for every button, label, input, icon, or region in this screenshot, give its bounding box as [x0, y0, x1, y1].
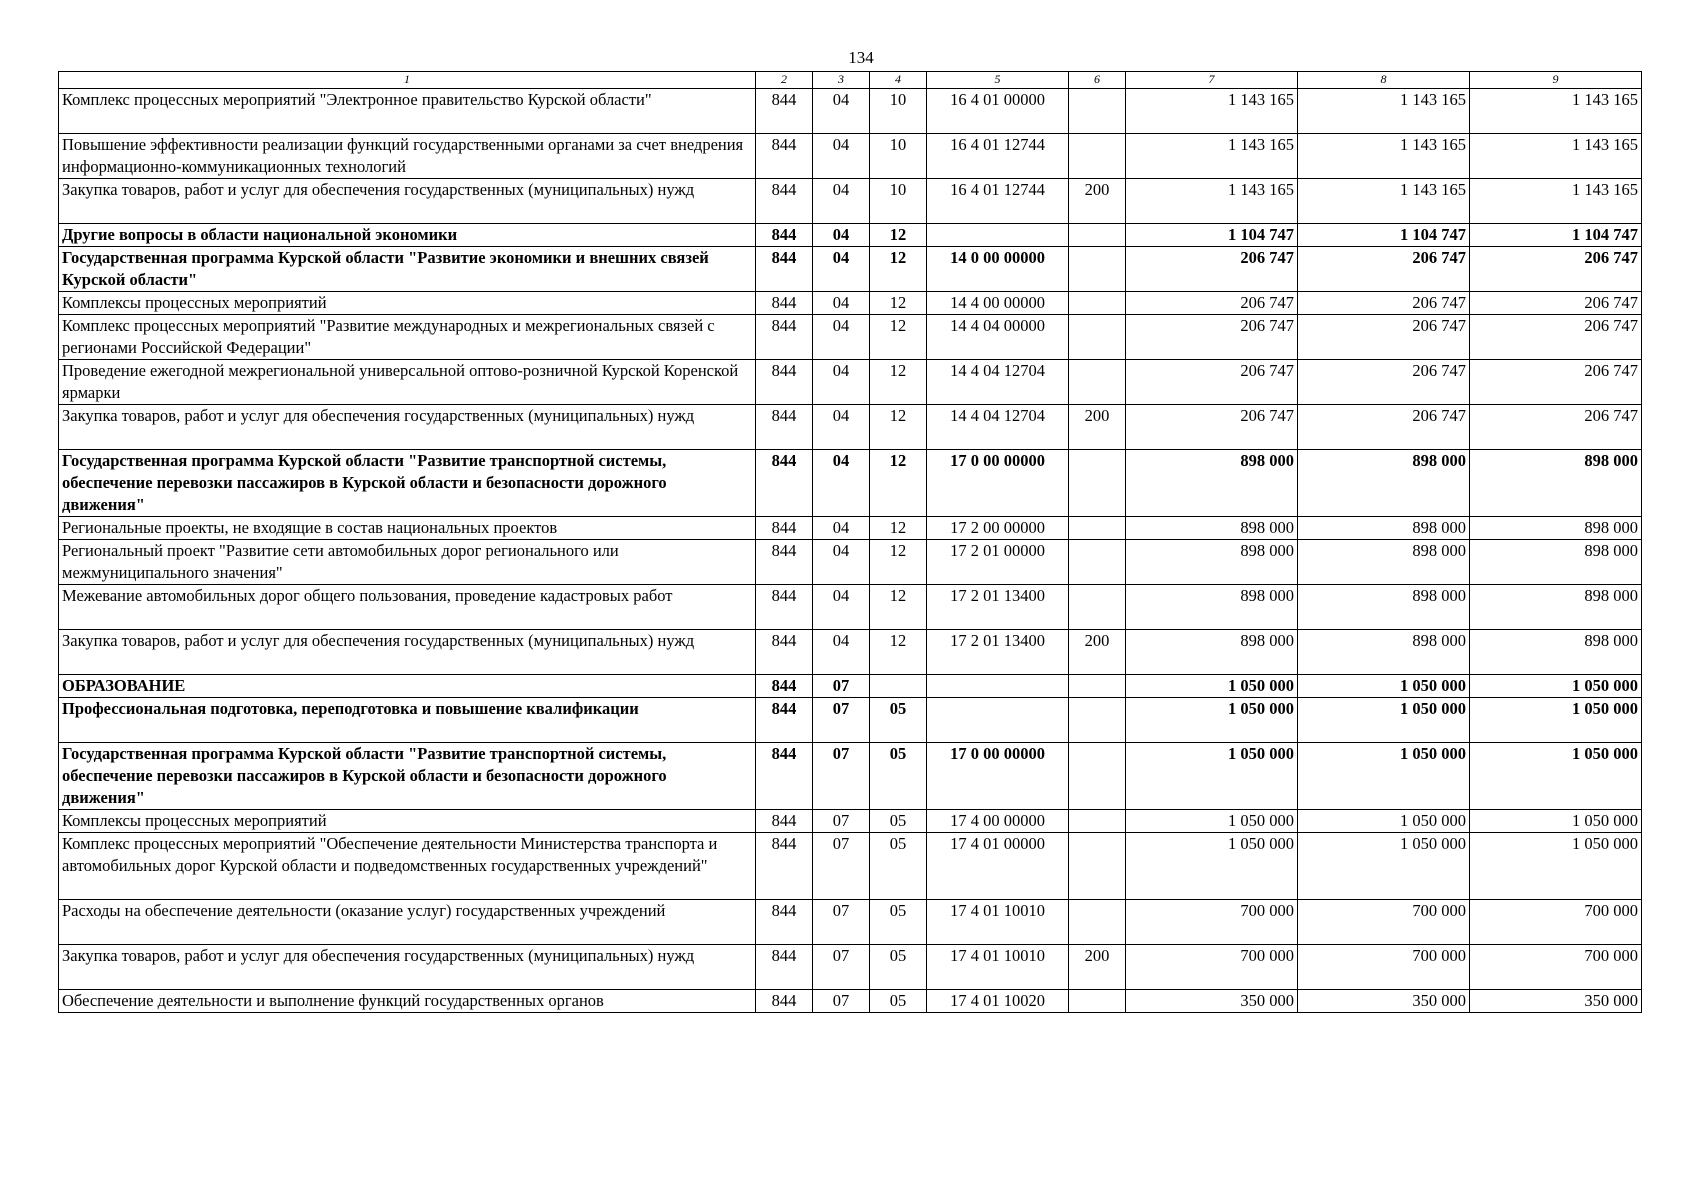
section-code: 04	[813, 134, 870, 179]
subsection-code: 12	[870, 540, 927, 585]
column-header: 2	[756, 72, 813, 89]
section-code: 04	[813, 585, 870, 630]
subsection-code: 05	[870, 833, 927, 900]
item-name: Комплексы процессных мероприятий	[59, 292, 756, 315]
column-header: 9	[1470, 72, 1642, 89]
amount-col-9: 1 050 000	[1470, 833, 1642, 900]
amount-col-9: 898 000	[1470, 450, 1642, 517]
item-name: Проведение ежегодной межрегиональной универсальной оптово-розничной Курской Коренской ярмарки	[59, 360, 756, 405]
amount-col-7: 1 143 165	[1126, 134, 1298, 179]
amount-col-9: 1 143 165	[1470, 89, 1642, 134]
subsection-code: 12	[870, 405, 927, 450]
target-article-code: 17 4 00 00000	[927, 810, 1069, 833]
table-row	[59, 698, 1642, 743]
column-header: 1	[59, 72, 756, 89]
expense-type-code	[1069, 450, 1126, 517]
column-header: 8	[1298, 72, 1470, 89]
target-article-code: 14 4 04 00000	[927, 315, 1069, 360]
target-article-code: 17 0 00 00000	[927, 450, 1069, 517]
subsection-code: 05	[870, 698, 927, 743]
amount-col-7: 898 000	[1126, 450, 1298, 517]
amount-col-8: 898 000	[1298, 540, 1470, 585]
target-article-code: 14 0 00 00000	[927, 247, 1069, 292]
subsection-code	[870, 675, 927, 698]
target-article-code: 17 4 01 10020	[927, 990, 1069, 1013]
section-code: 04	[813, 89, 870, 134]
ministry-code: 844	[756, 405, 813, 450]
table-row	[59, 247, 1642, 292]
table-row	[59, 89, 1642, 134]
amount-col-8: 700 000	[1298, 900, 1470, 945]
section-code: 04	[813, 315, 870, 360]
subsection-code: 12	[870, 247, 927, 292]
amount-col-9: 1 050 000	[1470, 743, 1642, 810]
target-article-code: 17 4 01 00000	[927, 833, 1069, 900]
item-name: Повышение эффективности реализации функций государственными органами за счет внедрения информационно-коммуникационных технологий	[59, 134, 756, 179]
ministry-code: 844	[756, 134, 813, 179]
expense-type-code	[1069, 292, 1126, 315]
amount-col-7: 1 050 000	[1126, 833, 1298, 900]
table-row	[59, 990, 1642, 1013]
ministry-code: 844	[756, 630, 813, 675]
item-name: Комплексы процессных мероприятий	[59, 810, 756, 833]
ministry-code: 844	[756, 540, 813, 585]
table-row	[59, 900, 1642, 945]
section-code: 07	[813, 698, 870, 743]
target-article-code	[927, 698, 1069, 743]
table-row	[59, 517, 1642, 540]
amount-col-9: 1 143 165	[1470, 134, 1642, 179]
ministry-code: 844	[756, 292, 813, 315]
subsection-code: 12	[870, 292, 927, 315]
target-article-code: 17 4 01 10010	[927, 945, 1069, 990]
table-row	[59, 360, 1642, 405]
table-row	[59, 134, 1642, 179]
amount-col-8: 350 000	[1298, 990, 1470, 1013]
table-row	[59, 945, 1642, 990]
ministry-code: 844	[756, 585, 813, 630]
amount-col-7: 1 050 000	[1126, 698, 1298, 743]
table-row	[59, 405, 1642, 450]
section-code: 07	[813, 833, 870, 900]
target-article-code: 17 4 01 10010	[927, 900, 1069, 945]
table-row	[59, 630, 1642, 675]
section-code: 04	[813, 517, 870, 540]
target-article-code: 14 4 04 12704	[927, 360, 1069, 405]
subsection-code: 12	[870, 517, 927, 540]
amount-col-7: 206 747	[1126, 405, 1298, 450]
amount-col-9: 898 000	[1470, 585, 1642, 630]
section-code: 04	[813, 405, 870, 450]
subsection-code: 10	[870, 89, 927, 134]
target-article-code: 17 2 01 13400	[927, 630, 1069, 675]
item-name: Государственная программа Курской области "Развитие экономики и внешних связей Курской области"	[59, 247, 756, 292]
subsection-code: 12	[870, 315, 927, 360]
subsection-code: 05	[870, 810, 927, 833]
amount-col-8: 1 050 000	[1298, 743, 1470, 810]
target-article-code: 17 2 00 00000	[927, 517, 1069, 540]
item-name: Закупка товаров, работ и услуг для обеспечения государственных (муниципальных) нужд	[59, 630, 756, 675]
amount-col-9: 206 747	[1470, 315, 1642, 360]
subsection-code: 12	[870, 630, 927, 675]
ministry-code: 844	[756, 900, 813, 945]
target-article-code: 17 2 01 13400	[927, 585, 1069, 630]
amount-col-9: 206 747	[1470, 405, 1642, 450]
table-row	[59, 743, 1642, 810]
expense-type-code	[1069, 247, 1126, 292]
amount-col-7: 1 050 000	[1126, 743, 1298, 810]
ministry-code: 844	[756, 810, 813, 833]
target-article-code: 16 4 01 00000	[927, 89, 1069, 134]
expense-type-code	[1069, 833, 1126, 900]
amount-col-8: 700 000	[1298, 945, 1470, 990]
amount-col-7: 206 747	[1126, 315, 1298, 360]
amount-col-9: 350 000	[1470, 990, 1642, 1013]
amount-col-8: 898 000	[1298, 585, 1470, 630]
subsection-code: 05	[870, 990, 927, 1013]
subsection-code: 10	[870, 179, 927, 224]
ministry-code: 844	[756, 698, 813, 743]
amount-col-9: 206 747	[1470, 247, 1642, 292]
subsection-code: 12	[870, 224, 927, 247]
amount-col-8: 1 050 000	[1298, 810, 1470, 833]
amount-col-9: 1 050 000	[1470, 810, 1642, 833]
amount-col-8: 1 050 000	[1298, 698, 1470, 743]
subsection-code: 12	[870, 585, 927, 630]
table-row	[59, 179, 1642, 224]
column-header: 3	[813, 72, 870, 89]
expense-type-code: 200	[1069, 405, 1126, 450]
amount-col-9: 1 143 165	[1470, 179, 1642, 224]
target-article-code: 16 4 01 12744	[927, 134, 1069, 179]
amount-col-7: 700 000	[1126, 900, 1298, 945]
table-row	[59, 315, 1642, 360]
amount-col-7: 700 000	[1126, 945, 1298, 990]
expense-type-code	[1069, 89, 1126, 134]
item-name: Закупка товаров, работ и услуг для обеспечения государственных (муниципальных) нужд	[59, 945, 756, 990]
amount-col-7: 206 747	[1126, 360, 1298, 405]
amount-col-7: 206 747	[1126, 292, 1298, 315]
table-row	[59, 450, 1642, 517]
amount-col-8: 1 143 165	[1298, 179, 1470, 224]
expense-type-code	[1069, 315, 1126, 360]
amount-col-9: 206 747	[1470, 360, 1642, 405]
amount-col-8: 1 143 165	[1298, 89, 1470, 134]
table-body	[59, 89, 1642, 1013]
target-article-code	[927, 675, 1069, 698]
amount-col-7: 898 000	[1126, 630, 1298, 675]
item-name: Государственная программа Курской области "Развитие транспортной системы, обеспечение перевозки пассажиров в Курской области и безопасности дорожного движения"	[59, 743, 756, 810]
expense-type-code	[1069, 360, 1126, 405]
ministry-code: 844	[756, 247, 813, 292]
amount-col-8: 1 050 000	[1298, 833, 1470, 900]
column-number-row	[59, 72, 1642, 89]
table-row	[59, 540, 1642, 585]
section-code: 04	[813, 360, 870, 405]
item-name: Межевание автомобильных дорог общего пользования, проведение кадастровых работ	[59, 585, 756, 630]
target-article-code: 14 4 00 00000	[927, 292, 1069, 315]
item-name: Профессиональная подготовка, переподготовка и повышение квалификации	[59, 698, 756, 743]
section-code: 07	[813, 945, 870, 990]
ministry-code: 844	[756, 743, 813, 810]
table-row	[59, 224, 1642, 247]
amount-col-7: 1 050 000	[1126, 810, 1298, 833]
section-code: 07	[813, 743, 870, 810]
amount-col-8: 206 747	[1298, 360, 1470, 405]
amount-col-8: 206 747	[1298, 315, 1470, 360]
ministry-code: 844	[756, 990, 813, 1013]
item-name: Комплекс процессных мероприятий "Развитие международных и межрегиональных связей с регионами Российской Федерации"	[59, 315, 756, 360]
item-name: Региональные проекты, не входящие в состав национальных проектов	[59, 517, 756, 540]
amount-col-7: 898 000	[1126, 517, 1298, 540]
item-name: Закупка товаров, работ и услуг для обеспечения государственных (муниципальных) нужд	[59, 179, 756, 224]
amount-col-9: 1 050 000	[1470, 698, 1642, 743]
amount-col-9: 898 000	[1470, 517, 1642, 540]
amount-col-8: 898 000	[1298, 517, 1470, 540]
table-row	[59, 833, 1642, 900]
ministry-code: 844	[756, 89, 813, 134]
target-article-code	[927, 224, 1069, 247]
table-row	[59, 292, 1642, 315]
column-header: 7	[1126, 72, 1298, 89]
subsection-code: 05	[870, 743, 927, 810]
section-code: 07	[813, 990, 870, 1013]
expense-type-code	[1069, 134, 1126, 179]
amount-col-8: 206 747	[1298, 247, 1470, 292]
table-row	[59, 585, 1642, 630]
column-header: 4	[870, 72, 927, 89]
section-code: 04	[813, 224, 870, 247]
target-article-code: 16 4 01 12744	[927, 179, 1069, 224]
amount-col-9: 206 747	[1470, 292, 1642, 315]
expense-type-code: 200	[1069, 630, 1126, 675]
subsection-code: 05	[870, 900, 927, 945]
item-name: Обеспечение деятельности и выполнение функций государственных органов	[59, 990, 756, 1013]
amount-col-7: 1 104 747	[1126, 224, 1298, 247]
ministry-code: 844	[756, 315, 813, 360]
amount-col-7: 1 050 000	[1126, 675, 1298, 698]
item-name: Государственная программа Курской области "Развитие транспортной системы, обеспечение перевозки пассажиров в Курской области и безопасности дорожного движения"	[59, 450, 756, 517]
ministry-code: 844	[756, 675, 813, 698]
column-header: 5	[927, 72, 1069, 89]
section-code: 04	[813, 630, 870, 675]
amount-col-8: 206 747	[1298, 292, 1470, 315]
amount-col-9: 898 000	[1470, 540, 1642, 585]
amount-col-7: 898 000	[1126, 540, 1298, 585]
amount-col-8: 1 050 000	[1298, 675, 1470, 698]
expense-type-code: 200	[1069, 945, 1126, 990]
section-code: 07	[813, 810, 870, 833]
section-code: 07	[813, 675, 870, 698]
amount-col-7: 206 747	[1126, 247, 1298, 292]
amount-col-8: 898 000	[1298, 630, 1470, 675]
amount-col-8: 898 000	[1298, 450, 1470, 517]
subsection-code: 12	[870, 360, 927, 405]
section-code: 04	[813, 292, 870, 315]
ministry-code: 844	[756, 945, 813, 990]
item-name: Комплекс процессных мероприятий "Обеспечение деятельности Министерства транспорта и автомобильных дорог Курской области и подведомственных государственных учреждений"	[59, 833, 756, 900]
subsection-code: 12	[870, 450, 927, 517]
amount-col-9: 1 104 747	[1470, 224, 1642, 247]
expense-type-code: 200	[1069, 179, 1126, 224]
expense-type-code	[1069, 224, 1126, 247]
table-row	[59, 675, 1642, 698]
table-row	[59, 810, 1642, 833]
amount-col-9: 1 050 000	[1470, 675, 1642, 698]
ministry-code: 844	[756, 360, 813, 405]
expense-type-code	[1069, 540, 1126, 585]
item-name: Региональный проект "Развитие сети автомобильных дорог регионального или межмуниципального значения"	[59, 540, 756, 585]
subsection-code: 10	[870, 134, 927, 179]
section-code: 04	[813, 247, 870, 292]
expense-type-code	[1069, 585, 1126, 630]
section-code: 04	[813, 179, 870, 224]
amount-col-7: 350 000	[1126, 990, 1298, 1013]
target-article-code: 17 2 01 00000	[927, 540, 1069, 585]
budget-table	[58, 71, 1642, 1013]
amount-col-9: 700 000	[1470, 945, 1642, 990]
ministry-code: 844	[756, 450, 813, 517]
section-code: 04	[813, 540, 870, 585]
expense-type-code	[1069, 810, 1126, 833]
amount-col-7: 1 143 165	[1126, 179, 1298, 224]
expense-type-code	[1069, 675, 1126, 698]
target-article-code: 17 0 00 00000	[927, 743, 1069, 810]
amount-col-7: 1 143 165	[1126, 89, 1298, 134]
page-number: 134	[848, 48, 874, 67]
ministry-code: 844	[756, 224, 813, 247]
expense-type-code	[1069, 990, 1126, 1013]
section-code: 04	[813, 450, 870, 517]
item-name: Другие вопросы в области национальной экономики	[59, 224, 756, 247]
amount-col-9: 898 000	[1470, 630, 1642, 675]
ministry-code: 844	[756, 517, 813, 540]
expense-type-code	[1069, 698, 1126, 743]
subsection-code: 05	[870, 945, 927, 990]
amount-col-7: 898 000	[1126, 585, 1298, 630]
item-name: Закупка товаров, работ и услуг для обеспечения государственных (муниципальных) нужд	[59, 405, 756, 450]
amount-col-8: 1 104 747	[1298, 224, 1470, 247]
amount-col-9: 700 000	[1470, 900, 1642, 945]
amount-col-8: 206 747	[1298, 405, 1470, 450]
ministry-code: 844	[756, 833, 813, 900]
target-article-code: 14 4 04 12704	[927, 405, 1069, 450]
item-name: Расходы на обеспечение деятельности (оказание услуг) государственных учреждений	[59, 900, 756, 945]
expense-type-code	[1069, 743, 1126, 810]
item-name: ОБРАЗОВАНИЕ	[59, 675, 756, 698]
expense-type-code	[1069, 517, 1126, 540]
item-name: Комплекс процессных мероприятий "Электронное правительство Курской области"	[59, 89, 756, 134]
section-code: 07	[813, 900, 870, 945]
expense-type-code	[1069, 900, 1126, 945]
column-header: 6	[1069, 72, 1126, 89]
ministry-code: 844	[756, 179, 813, 224]
amount-col-8: 1 143 165	[1298, 134, 1470, 179]
